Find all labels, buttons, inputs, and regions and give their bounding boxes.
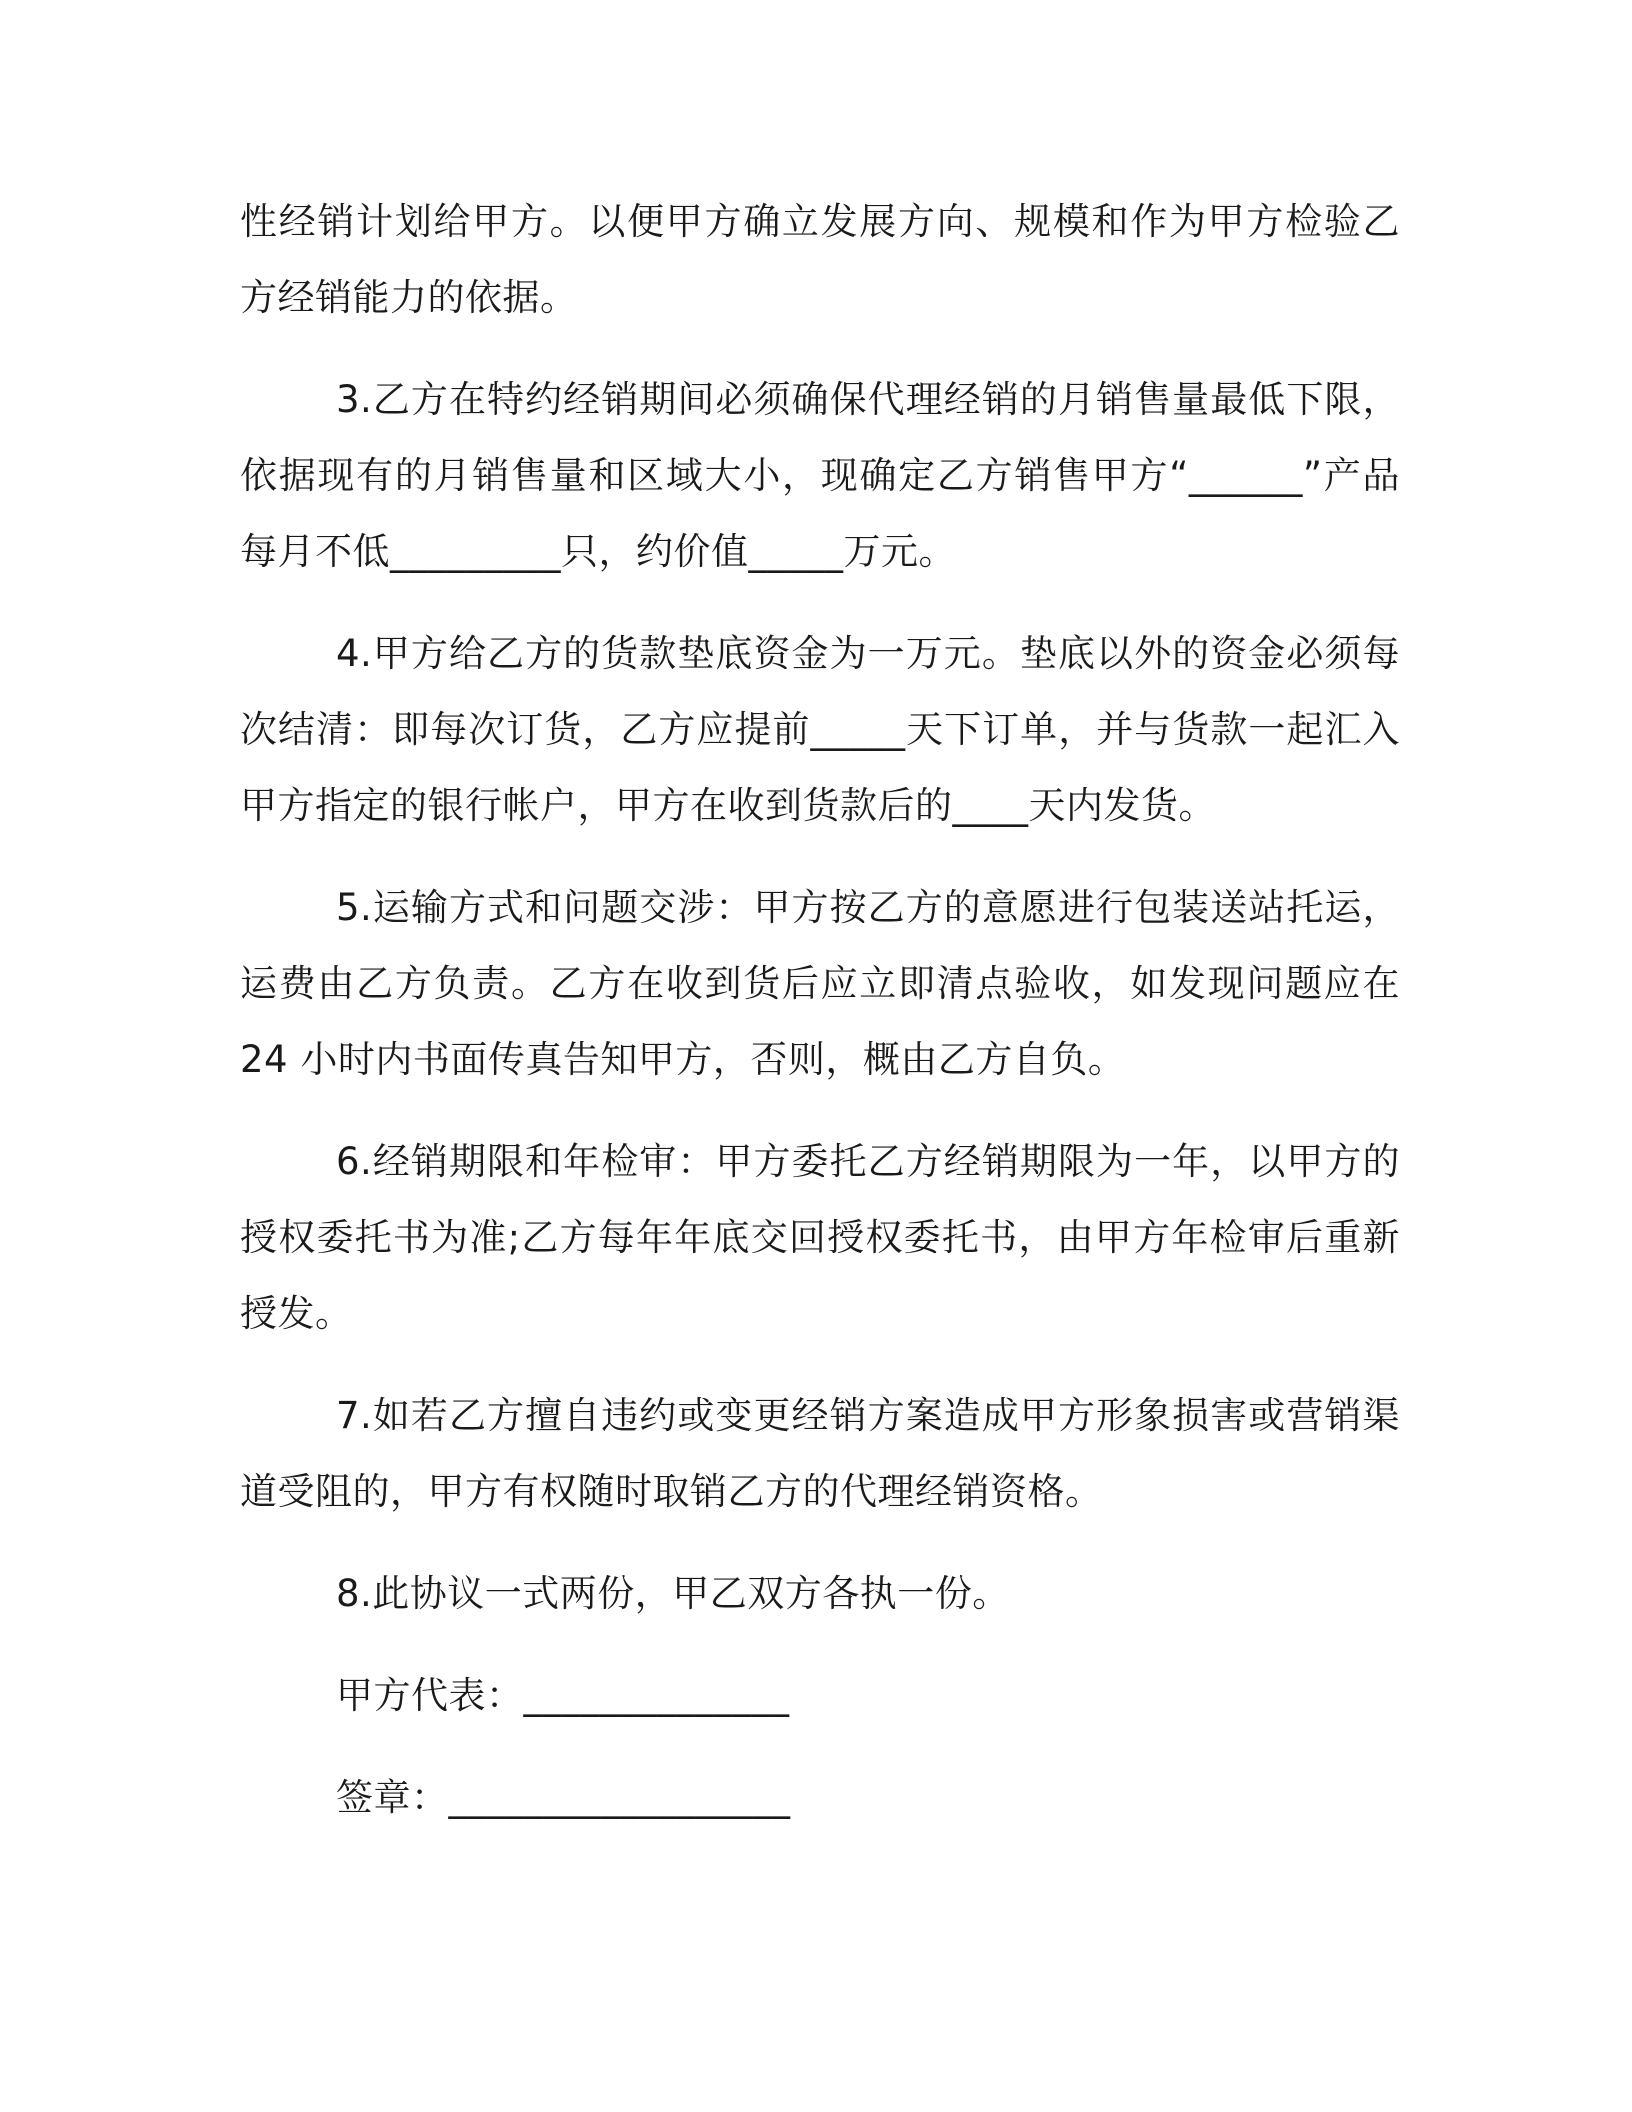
party-a-representative-line: 甲方代表：______________ [336,1674,790,1717]
clause-5: 5.运输方式和问题交涉：甲方按乙方的意愿进行包装送站托运，运费由乙方负责。乙方在收到货后应立即清点验收，如发现问题应在24 小时内书面传真告知甲方，否则，概由乙方自负。 [240,886,1400,1081]
clause-6: 6.经销期限和年检审：甲方委托乙方经销期限为一年，以甲方的授权委托书为准;乙方每年年底交回授权委托书，由甲方年检审后重新授发。 [240,1140,1400,1335]
clause-8: 8.此协议一式两份，甲乙双方各执一份。 [336,1572,1010,1615]
clause-3: 3.乙方在特约经销期间必须确保代理经销的月销售量最低下限，依据现有的月销售量和区域大小，现确定乙方销售甲方“______”产品每月不低_________只，约价值_____万元。 [240,378,1400,573]
paragraph-continuation: 性经销计划给甲方。以便甲方确立发展方向、规模和作为甲方检验乙方经销能力的依据。 [240,200,1400,319]
clause-4: 4.甲方给乙方的货款垫底资金为一万元。垫底以外的资金必须每次结清：即每次订货，乙方应提前_____天下订单，并与货款一起汇入甲方指定的银行帐户，甲方在收到货款后的____天内发货。 [240,632,1400,827]
document-body [240,184,1400,1862]
clause-7: 7.如若乙方擅自违约或变更经销方案造成甲方形象损害或营销渠道受阻的，甲方有权随时取销乙方的代理经销资格。 [240,1394,1400,1513]
seal-line: 签章：__________________ [336,1776,791,1819]
